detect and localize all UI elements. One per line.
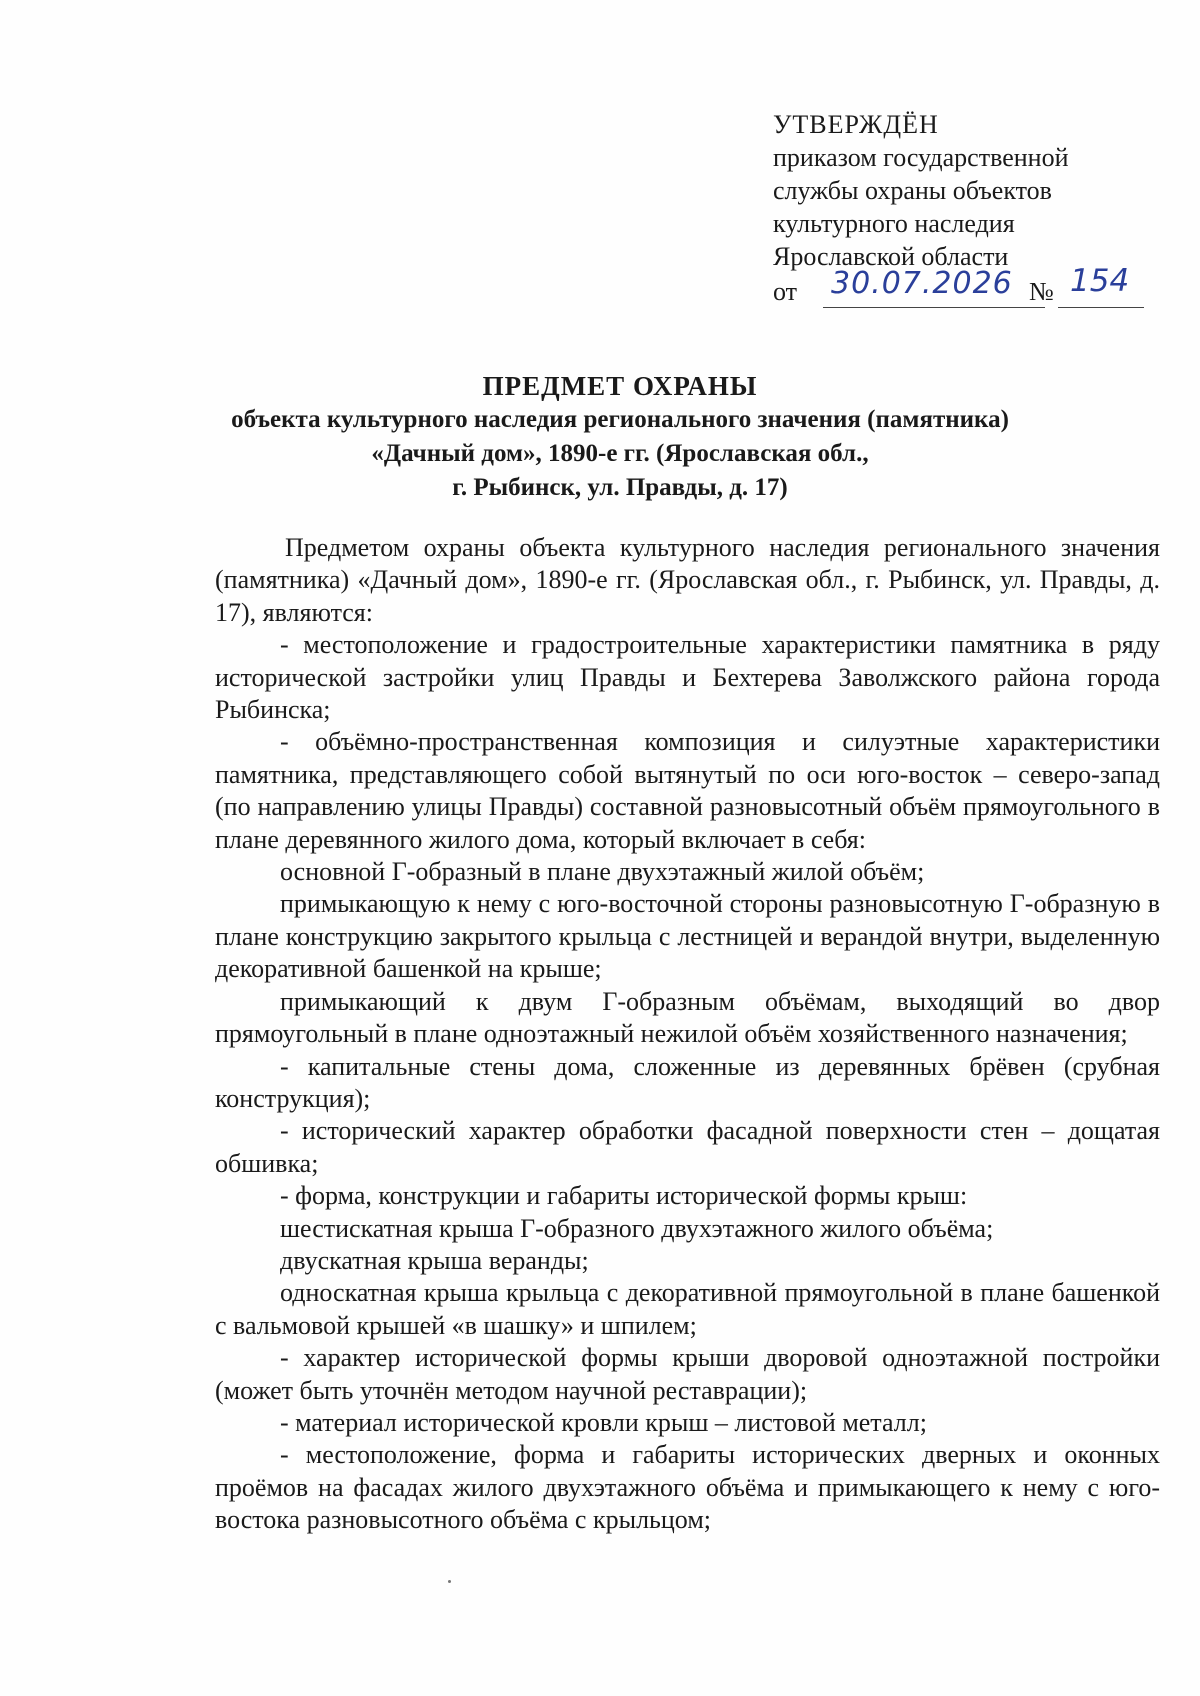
- scan-speck: [448, 1580, 451, 1583]
- body-paragraph: - исторический характер обработки фасадной поверхности стен – дощатая обшивка;: [215, 1116, 1160, 1178]
- document-heading: [120, 369, 1120, 505]
- document-title: ПРЕДМЕТ ОХРАНЫ: [482, 371, 758, 401]
- number-label: №: [1029, 277, 1054, 306]
- document-subtitle-line: объекта культурного наследия регионального значения (памятника): [231, 406, 1009, 433]
- body-paragraph: - форма, конструкции и габариты исторической формы крыш:: [280, 1181, 968, 1211]
- body-paragraph: - характер исторической формы крыши дворовой одноэтажной постройки (может быть уточнён методом научной реставрации);: [215, 1343, 1160, 1405]
- from-label: от: [773, 277, 798, 306]
- approval-line: службы охраны объектов: [773, 176, 1052, 205]
- approval-title: УТВЕРЖДЁН: [773, 110, 939, 139]
- body-paragraph: односкатная крыша крыльца с декоративной прямоугольной в плане башенкой с вальмовой крышей «в шашку» и шпилем;: [215, 1278, 1160, 1340]
- approval-line: культурного наследия: [773, 209, 1015, 238]
- body-paragraph: примыкающий к двум Г-образным объёмам, выходящий во двор прямоугольный в плане одноэтажный нежилой объём хозяйственного назначения;: [215, 986, 1160, 1049]
- body-paragraph: примыкающую к нему с юго-восточной стороны разновысотную Г-образную в плане конструкцию закрытого крыльца с лестницей и верандой внутри, выделенную декоративной башенкой на крыше;: [215, 889, 1160, 984]
- date-underline: [823, 307, 1045, 308]
- number-underline: [1058, 307, 1144, 308]
- approval-date-row: [773, 263, 1153, 313]
- approval-stamp: [773, 108, 1153, 313]
- approval-line: Ярославской области: [773, 242, 1009, 271]
- document-subtitle-line: г. Рыбинск, ул. Правды, д. 17): [452, 474, 788, 501]
- body-paragraph: - объёмно-пространственная композиция и силуэтные характеристики памятника, представляющего собой вытянутый по оси юго-восток – северо-запад (по направлению улицы Правды) составной разновысотный объём прямоугольного в плане деревянного жилого дома, который включает в себя:: [215, 727, 1160, 854]
- body-paragraph: двускатная крыша веранды;: [280, 1245, 589, 1275]
- handwritten-date: 30.07.2026: [831, 266, 1013, 301]
- body-paragraph: - капитальные стены дома, сложенные из деревянных брёвен (срубная конструкция);: [215, 1051, 1160, 1113]
- approval-line: приказом государственной: [773, 143, 1069, 172]
- body-paragraph: - местоположение и градостроительные характеристики памятника в ряду исторической застройки улиц Правды и Бехтерева Заволжского района города Рыбинска;: [215, 630, 1160, 725]
- body-paragraph: - местоположение, форма и габариты исторических дверных и оконных проёмов на фасадах жилого двухэтажного объёма и примыкающего к нему с юго-востока разновысотного объёма с крыльцом;: [215, 1440, 1160, 1535]
- handwritten-number: 154: [1070, 263, 1130, 299]
- body-paragraph: Предметом охраны объекта культурного наследия регионального значения (памятника) «Дачный дом», 1890-е гг. (Ярославская обл., г. Рыбинск, ул. Правды, д. 17), являются:: [215, 533, 1160, 627]
- body-paragraph: основной Г-образный в плане двухэтажный жилой объём;: [280, 857, 925, 887]
- document-body: [215, 532, 1160, 1537]
- document-subtitle-line: «Дачный дом», 1890-е гг. (Ярославская обл.,: [371, 440, 869, 467]
- body-paragraph: - материал исторической кровли крыш – листовой металл;: [280, 1407, 927, 1437]
- body-paragraph: шестискатная крыша Г-образного двухэтажного жилого объёма;: [280, 1213, 994, 1243]
